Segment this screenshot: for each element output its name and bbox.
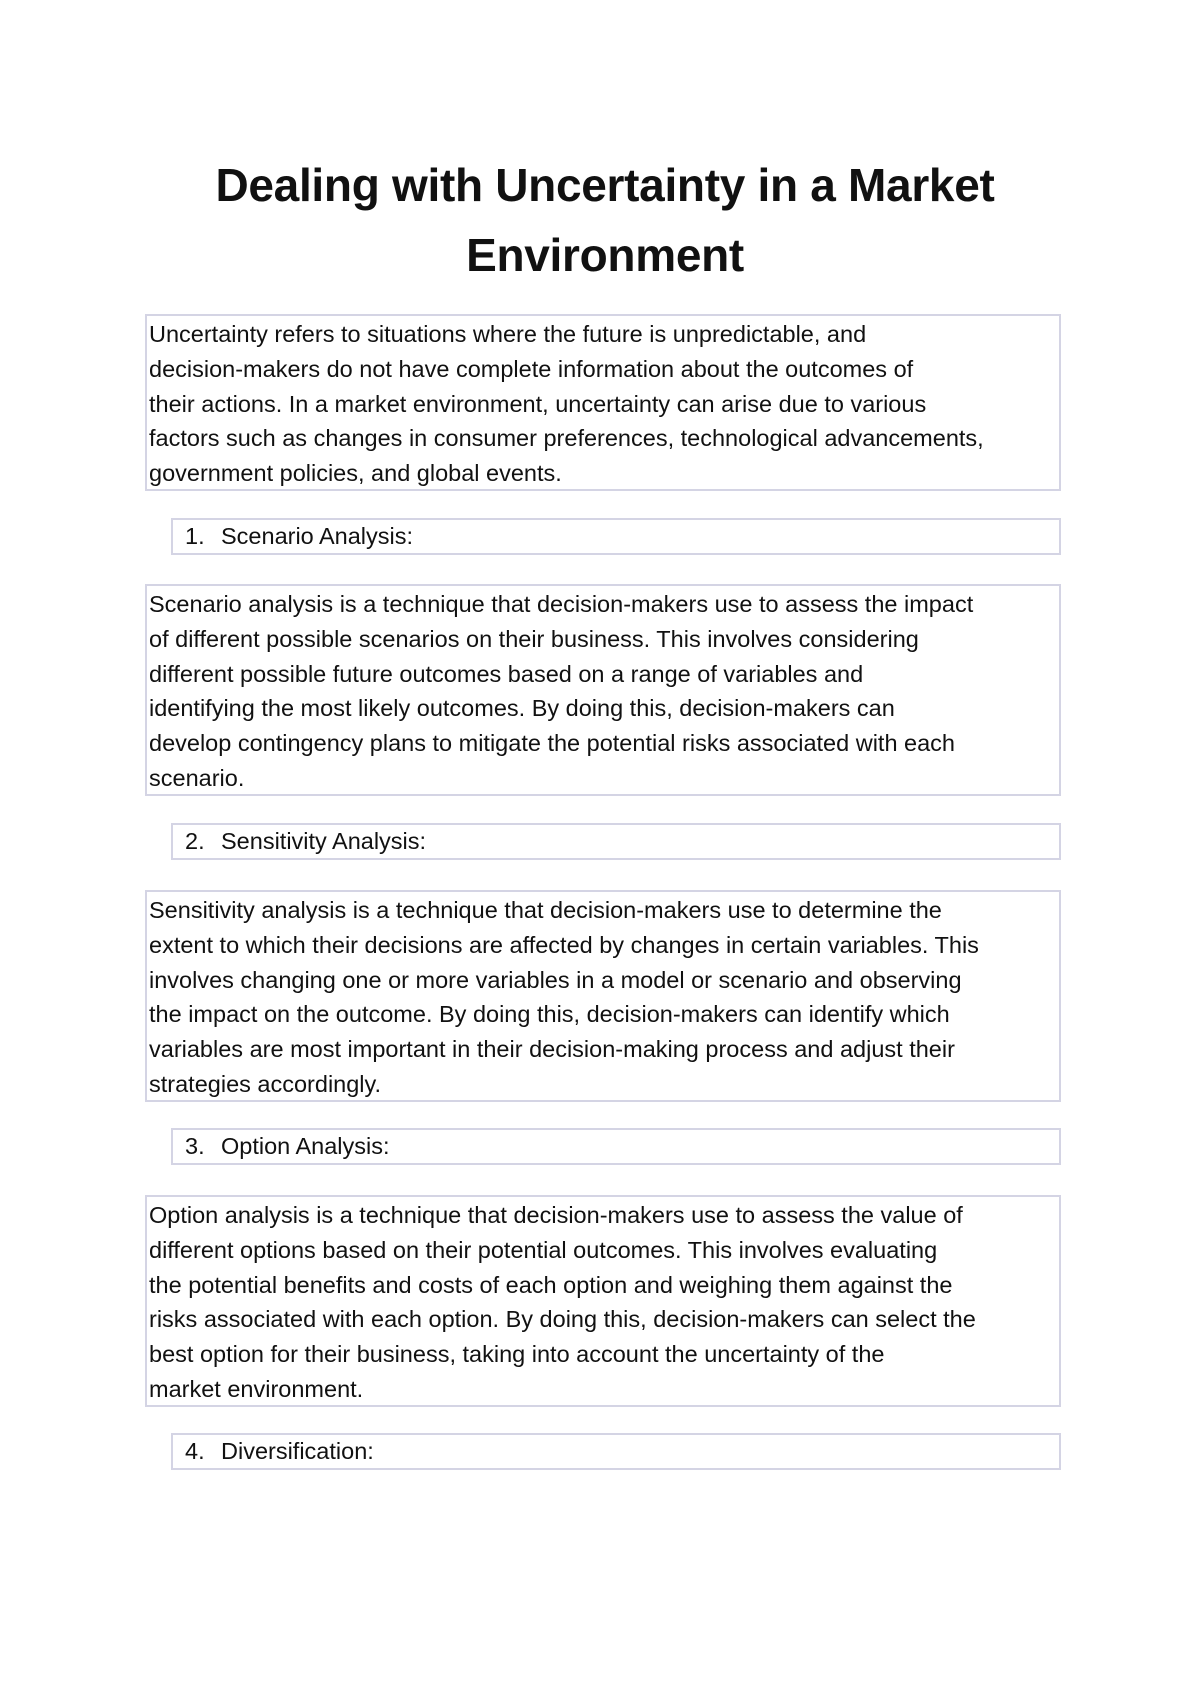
list-item-number: 1. — [185, 523, 205, 549]
list-item-number: 2. — [185, 828, 205, 854]
list-item-heading: Sensitivity Analysis: — [221, 828, 427, 854]
list-item-number: 4. — [185, 1438, 205, 1464]
list-item-scenario-analysis — [171, 518, 1061, 555]
list-item-sensitivity-analysis — [171, 823, 1061, 860]
list-item-number: 3. — [185, 1133, 205, 1159]
intro-paragraph: Uncertainty refers to situations where the future is unpredictable, and decision-makers do not have complete information about the outcomes of their actions. In a market environment, uncertainty can arise due to various factors such as changes in consumer preferences, technological advancements, government policies, and global events. — [145, 314, 1061, 491]
list-item-heading: Diversification: — [221, 1438, 374, 1464]
page-title: Dealing with Uncertainty in a Market Environment — [215, 159, 995, 281]
list-item-option-analysis — [171, 1128, 1061, 1165]
list-item-diversification — [171, 1433, 1061, 1470]
option-analysis-paragraph: Option analysis is a technique that decision-makers use to assess the value of different options based on their potential outcomes. This involves evaluating the potential benefits and costs of each option and weighing them against the risks associated with each option. By doing this, decision-makers can select the best option for their business, taking into account the uncertainty of the market environment. — [145, 1195, 1061, 1407]
sensitivity-analysis-paragraph: Sensitivity analysis is a technique that decision-makers use to determine the extent to which their decisions are affected by changes in certain variables. This involves changing one or more variables in a model or scenario and observing the impact on the outcome. By doing this, decision-makers can identify which variables are most important in their decision-making process and adjust their strategies accordingly. — [145, 890, 1061, 1102]
scenario-analysis-paragraph: Scenario analysis is a technique that decision-makers use to assess the impact of different possible scenarios on their business. This involves considering different possible future outcomes based on a range of variables and identifying the most likely outcomes. By doing this, decision-makers can develop contingency plans to mitigate the potential risks associated with each scenario. — [145, 584, 1061, 796]
list-item-heading: Option Analysis: — [221, 1133, 390, 1159]
list-item-heading: Scenario Analysis: — [221, 523, 414, 549]
